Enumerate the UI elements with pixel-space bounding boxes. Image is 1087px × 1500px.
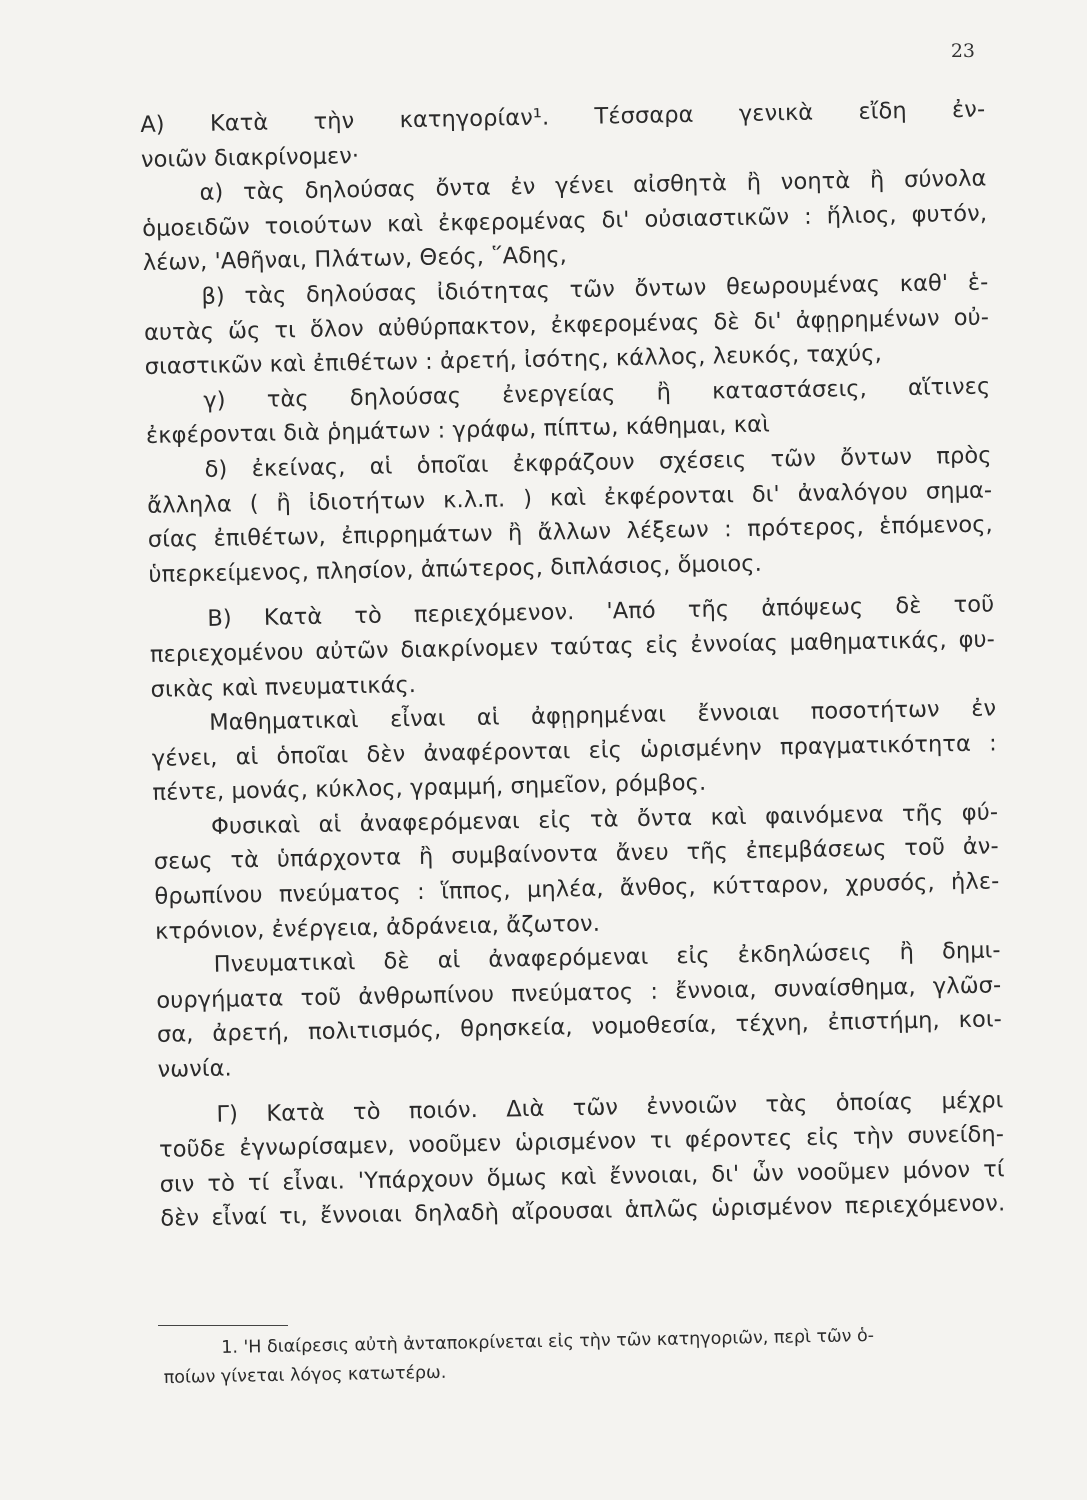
text-line: γ) τὰς δηλούσας ἐνεργείας ἢ καταστάσεις, αἵτινες [203, 373, 991, 414]
text-line: νοιῶν διακρίνομεν· [140, 142, 360, 173]
text-line: σα, ἀρετή, πολιτισμός, θρησκεία, νομοθεσία, τέχνη, ἐπιστήμη, κοι- [156, 1006, 1003, 1049]
text-line: δ) ἐκείνας, αἱ ὁποῖαι ἐκφράζουν σχέσεις τῶν ὄντων πρὸς [204, 442, 992, 483]
footnote [163, 1320, 994, 1393]
text-line: κτρόνιον, ἐνέργεια, ἀδράνεια, ἄζωτον. [154, 910, 601, 945]
body-text [140, 93, 1006, 1237]
text-line: τοῦδε ἐγνωρίσαμεν, νοοῦμεν ὡρισμένον τι φέροντες εἰς τὴν συνείδη- [158, 1121, 1005, 1164]
text-line: ὑπερκείμενος, πλησίον, ἀπώτερος, διπλάσιος, ὅμοιος. [148, 550, 763, 588]
text-line: α) τὰς δηλούσας ὄντα ἐν γένει αἰσθητὰ ἢ νοητὰ ἢ σύνολα [199, 165, 987, 207]
text-line: ὁμοειδῶν τοιούτων καὶ ἐκφερομένας δι' οὐσιαστικῶν : ἥλιος, φυτόν, [141, 200, 988, 242]
text-line: νωνία. [157, 1055, 233, 1083]
text-line: σεως τὰ ὑπάρχοντα ἢ συμβαίνοντα ἄνευ τῆς ἐπεμβάσεως τοῦ ἀν- [153, 833, 999, 876]
text-line: A) Κατὰ τὴν κατηγορίαν¹. Τέσσαρα γενικὰ εἴδη ἐν- [140, 96, 986, 138]
text-line: Γ) Κατὰ τὸ ποιόν. Διὰ τῶν ἐννοιῶν τὰς ὁποίας μέχρι [216, 1086, 1004, 1128]
text-line: B) Κατὰ τὸ περιεχόμενον. 'Από τῆς ἀπόψεως δὲ τοῦ [207, 591, 995, 633]
page-number: 23 [950, 40, 975, 62]
text-line: Μαθηματικαὶ εἶναι αἱ ἀφῃρημέναι ἔννοιαι ποσοτήτων ἐν [209, 695, 997, 736]
text-line: πέντε, μονάς, κύκλος, γραμμή, σημεῖον, ρόμβος. [152, 770, 707, 807]
text-line: σιν τὸ τί εἶναι. 'Υπάρχουν ὅμως καὶ ἔννοιαι, δι' ὧν νοοῦμεν μόνον τί [159, 1156, 1005, 1198]
footnote-line: ποίων γίνεται λόγος κατωτέρω. [163, 1362, 447, 1388]
text-line: αυτὰς ὥς τι ὅλον αὐθύρπακτον, ἐκφερομένας δὲ δι' ἀφῃρημένων οὐ- [143, 304, 990, 346]
text-line: Πνευματικαὶ δὲ αἱ ἀναφερόμεναι εἰς ἐκδηλώσεις ἢ δημι- [213, 937, 1001, 979]
text-line: δὲν εἶναί τι, ἔννοιαι δηλαδὴ αἴρουσαι ἁπλῶς ὡρισμένον περιεχόμενον. [160, 1190, 1006, 1233]
text-line: ἄλληλα ( ἢ ἰδιοτήτων κ.λ.π. ) καὶ ἐκφέρονται δι' ἀναλόγου σημα- [147, 476, 993, 519]
text-line: περιεχομένου αὐτῶν διακρίνομεν ταύτας εἰς ἐννοίας μαθηματικάς, φυ- [149, 626, 996, 668]
text-line: ἐκφέρονται διὰ ῥημάτων : γράφω, πίπτω, κάθημαι, καὶ [145, 411, 771, 450]
text-line: λέων, 'Αθῆναι, Πλάτων, Θεός, ῞Αδης, [142, 242, 568, 277]
text-line: Φυσικαὶ αἱ ἀναφερόμεναι εἰς τὰ ὄντα καὶ φαινόμενα τῆς φύ- [210, 799, 999, 840]
text-line: σιαστικῶν καὶ ἐπιθέτων : ἀρετή, ἰσότης, κάλλος, λευκός, ταχύς, [144, 340, 883, 381]
text-line: θρωπίνου πνεύματος : ἵππος, μηλέα, ἄνθος, κύτταρον, χρυσός, ἠλε- [154, 868, 1000, 910]
text-line: σικὰς καὶ πνευματικάς. [150, 671, 417, 703]
footnote-rule [158, 1325, 288, 1326]
text-line: ουργήματα τοῦ ἀνθρωπίνου πνεύματος : ἔννοια, συναίσθημα, γλῶσ- [156, 972, 1002, 1014]
footnote-line: 1. 'Η διαίρεσις αὐτὴ ἀνταποκρίνεται εἰς τὴν τῶν κατηγοριῶν, περὶ τῶν ὁ- [221, 1325, 875, 1358]
text-line: β) τὰς δηλούσας ἰδιότητας τῶν ὄντων θεωρουμένας καθ' ἑ- [201, 269, 989, 310]
text-line: γένει, αἱ ὁποῖαι δὲν ἀναφέρονται εἰς ὡρισμένην πραγματικότητα : [151, 730, 998, 772]
text-line: σίας ἐπιθέτων, ἐπιρρημάτων ἢ ἄλλων λέξεων : πρότερος, ἑπόμενος, [147, 511, 994, 554]
